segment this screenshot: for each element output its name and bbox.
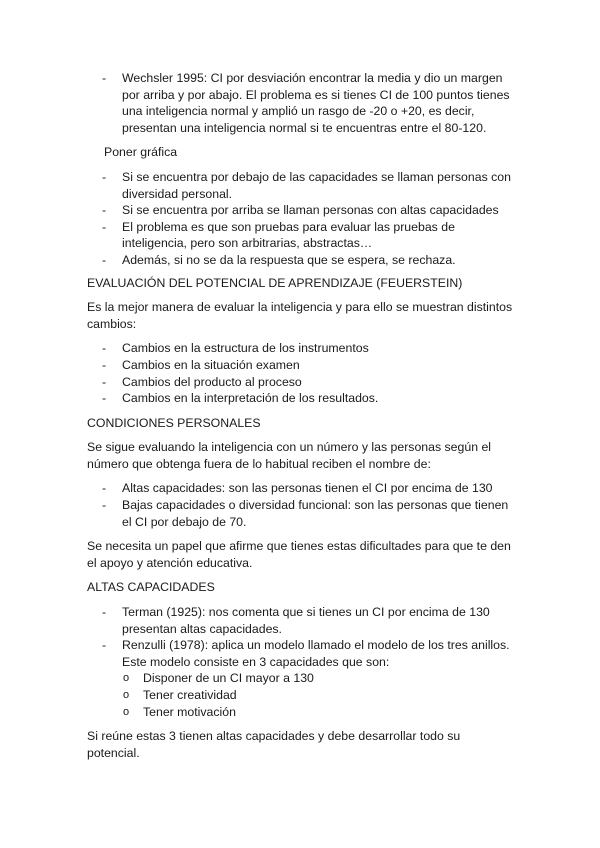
list-item — [87, 169, 515, 202]
list-item-text: Wechsler 1995: CI por desviación encontrar la media y dio un margen por arriba y por abajo. El problema es si tienes CI de 100 puntos tienes una inteligencia normal y amplió un rasgo de -20 o +20, es decir, presentan una inteligencia normal si te encuentras entre el 80-120. — [122, 71, 510, 135]
altas-capacidades-list — [87, 604, 515, 670]
sublist-item — [87, 670, 515, 687]
paragraph-papel: Se necesita un papel que afirme que tienes estas dificultades para que te den el apoyo y atención educativa. — [87, 539, 511, 570]
list-item-text: Cambios en la interpretación de los resultados. — [122, 391, 379, 406]
list-item-text: Terman (1925): nos comenta que si tienes un CI por encima de 130 presentan altas capacidades. — [122, 605, 490, 636]
document-body — [87, 70, 515, 761]
list-item-text: Si se encuentra por debajo de las capacidades se llaman personas con diversidad personal. — [122, 169, 511, 201]
condiciones-list — [87, 480, 515, 530]
list-item-text: Si se encuentra por arriba se llaman personas con altas capacidades — [122, 203, 499, 218]
dash-bullet: - — [102, 203, 107, 218]
list-item-text: Además, si no se da la respuesta que se espera, se rechaza. — [122, 252, 456, 267]
dash-bullet: - — [102, 605, 107, 620]
cambios-list — [87, 340, 515, 406]
dash-bullet: - — [102, 357, 107, 372]
list-item — [87, 604, 515, 637]
list-item-text: Cambios del producto al proceso — [122, 374, 302, 389]
poner-grafica-note: Poner gráfica — [104, 145, 178, 160]
list-item — [87, 219, 515, 252]
sublist-item-text: Disponer de un CI mayor a 130 — [143, 671, 314, 686]
dash-bullet: - — [102, 481, 107, 496]
list-item — [87, 374, 515, 391]
section-heading-condiciones: CONDICIONES PERSONALES — [87, 415, 261, 430]
paragraph-final: Si reúne estas 3 tienen altas capacidades y debe desarrollar todo su potencial. — [87, 729, 461, 760]
renzulli-sublist — [87, 670, 515, 720]
circle-bullet: o — [123, 672, 130, 685]
list-item-text: Renzulli (1978): aplica un modelo llamado el modelo de los tres anillos. Este modelo consiste en 3 capacidades que son: — [122, 638, 510, 669]
section-heading-altas: ALTAS CAPACIDADES — [87, 580, 215, 595]
dash-bullet: - — [102, 498, 107, 513]
paragraph-evaluacion: Es la mejor manera de evaluar la inteligencia y para ello se muestran distintos cambios: — [87, 300, 513, 331]
paragraph-condiciones: Se sigue evaluando la inteligencia con un número y las personas según el número que obtenga fuera de lo habitual reciben el nombre de: — [87, 440, 492, 471]
list-item — [87, 70, 515, 136]
wechsler-list — [87, 70, 515, 136]
dash-bullet: - — [102, 219, 107, 234]
dash-bullet: - — [102, 374, 107, 389]
section-heading-evaluacion: EVALUACIÓN DEL POTENCIAL DE APRENDIZAJE (FEUERSTEIN) — [87, 275, 463, 290]
list-item — [87, 480, 515, 497]
sublist-item-text: Tener creatividad — [143, 688, 237, 702]
sublist-item — [87, 704, 515, 721]
dash-bullet: - — [102, 341, 107, 356]
circle-bullet: o — [123, 689, 130, 701]
list-item — [87, 357, 515, 374]
dash-bullet: - — [102, 71, 107, 85]
dash-bullet: - — [102, 252, 107, 267]
list-item — [87, 390, 515, 407]
list-item — [87, 202, 515, 219]
dash-bullet: - — [102, 169, 107, 184]
list-item-text: Bajas capacidades o diversidad funcional: son las personas que tienen el CI por debajo de 70. — [122, 498, 509, 529]
list-item — [87, 340, 515, 357]
sublist-item-text: Tener motivación — [143, 704, 236, 719]
capacidades-list — [87, 169, 515, 269]
list-item — [87, 252, 515, 269]
list-item-text: Cambios en la situación examen — [122, 357, 300, 372]
dash-bullet: - — [102, 391, 107, 406]
list-item-text: Altas capacidades: son las personas tienen el CI por encima de 130 — [122, 481, 493, 496]
list-item — [87, 497, 515, 530]
dash-bullet: - — [102, 638, 107, 653]
circle-bullet: o — [123, 705, 130, 718]
sublist-item — [87, 687, 515, 704]
list-item — [87, 637, 515, 670]
list-item-text: El problema es que son pruebas para evaluar las pruebas de inteligencia, pero son arbitrarias, abstractas… — [122, 219, 455, 251]
list-item-text: Cambios en la estructura de los instrumentos — [122, 341, 369, 356]
